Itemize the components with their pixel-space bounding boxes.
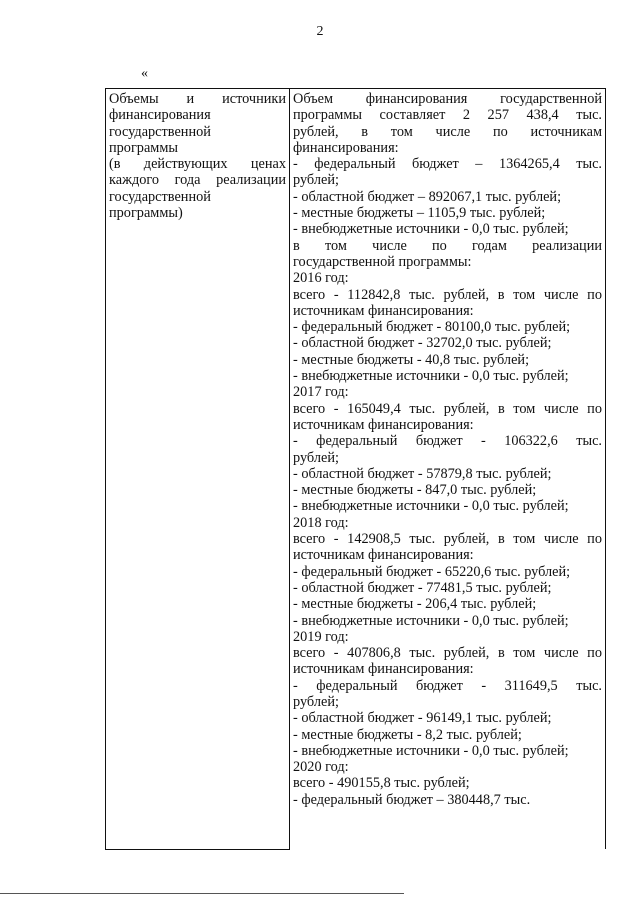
right-cell-line: финансирования: — [293, 139, 399, 156]
right-cell-line: 2018 год: — [293, 514, 349, 531]
right-cell-line: - федеральный бюджет - 311649,5 тыс. — [293, 677, 602, 694]
right-cell-line: - областной бюджет - 57879,8 тыс. рублей; — [293, 465, 552, 482]
right-cell-line: всего - 142908,5 тыс. рублей, в том числе по — [293, 531, 602, 548]
right-cell-line: рублей; — [293, 693, 339, 710]
left-cell-line: каждого года реализации — [109, 172, 286, 189]
right-cell-line: источникам финансирования: — [293, 547, 474, 564]
opening-quote-mark: « — [141, 66, 148, 81]
right-cell-line: - местные бюджеты - 8,2 тыс. рублей; — [293, 726, 522, 743]
right-cell-line: - областной бюджет - 77481,5 тыс. рублей; — [293, 579, 552, 596]
right-cell-line: 2016 год: — [293, 270, 349, 287]
right-cell-line: - внебюджетные источники - 0,0 тыс. рублей; — [293, 368, 569, 385]
right-cell-line: всего - 165049,4 тыс. рублей, в том числе по — [293, 400, 602, 417]
right-cell-line: - внебюджетные источники - 0,0 тыс. рублей; — [293, 742, 569, 759]
left-cell-line: программы) — [109, 205, 183, 222]
footer-divider — [0, 893, 404, 894]
table-row — [106, 89, 606, 850]
page-number: 2 — [316, 24, 324, 39]
right-cell-line: - областной бюджет - 96149,1 тыс. рублей; — [293, 710, 552, 727]
right-cell-line: государственной программы: — [293, 253, 472, 270]
right-cell-line: - местные бюджеты - 40,8 тыс. рублей; — [293, 351, 530, 368]
right-cell-line: источникам финансирования: — [293, 302, 474, 319]
right-cell-line: - местные бюджеты - 847,0 тыс. рублей; — [293, 482, 537, 499]
funding-details-cell — [290, 89, 606, 850]
right-cell-line: источникам финансирования: — [293, 416, 474, 433]
left-cell-line: Объемы и источники — [109, 91, 286, 107]
right-cell-line: 2019 год: — [293, 628, 349, 645]
left-cell-line: государственной — [109, 123, 211, 140]
program-funding-table — [105, 88, 606, 850]
right-cell-line: рублей; — [293, 172, 339, 189]
right-cell-line: в том числе по годам реализации — [293, 237, 602, 254]
right-cell-line: - областной бюджет - 32702,0 тыс. рублей; — [293, 335, 552, 352]
right-cell-line: всего - 112842,8 тыс. рублей, в том числе по — [293, 286, 602, 303]
right-cell-line: - федеральный бюджет – 380448,7 тыс. — [293, 791, 531, 808]
right-cell-line: программы составляет 2 257 438,4 тыс. — [293, 107, 602, 124]
right-cell-line: рублей, в том числе по источникам — [293, 123, 602, 140]
right-cell-line: Объем финансирования государственной — [293, 91, 602, 107]
right-cell-line: - областной бюджет – 892067,1 тыс. рублей; — [293, 188, 562, 205]
right-cell-line: - местные бюджеты – 1105,9 тыс. рублей; — [293, 205, 546, 222]
right-cell-line: 2017 год: — [293, 384, 349, 401]
left-cell-line: программы — [109, 139, 179, 156]
left-cell-line: (в действующих ценах — [109, 156, 286, 173]
funding-label-cell — [106, 89, 290, 850]
left-cell-line: государственной — [109, 188, 211, 205]
right-cell-line: всего - 407806,8 тыс. рублей, в том числе по — [293, 645, 602, 662]
left-cell-line: финансирования — [109, 107, 211, 124]
right-cell-line: - местные бюджеты - 206,4 тыс. рублей; — [293, 596, 537, 613]
right-cell-line: - федеральный бюджет - 65220,6 тыс. рублей; — [293, 563, 571, 580]
right-cell-line: - федеральный бюджет - 106322,6 тыс. — [293, 433, 602, 450]
right-cell-line: - внебюджетные источники - 0,0 тыс. рублей; — [293, 498, 569, 515]
right-cell-line: - внебюджетные источники - 0,0 тыс. рублей; — [293, 612, 569, 629]
right-cell-line: рублей; — [293, 449, 339, 466]
right-cell-line: - внебюджетные источники - 0,0 тыс. рублей; — [293, 221, 569, 238]
right-cell-line: - федеральный бюджет - 80100,0 тыс. рублей; — [293, 319, 571, 336]
right-cell-line: всего - 490155,8 тыс. рублей; — [293, 775, 470, 792]
right-cell-line: - федеральный бюджет – 1364265,4 тыс. — [293, 156, 602, 173]
right-cell-line: источникам финансирования: — [293, 661, 474, 678]
right-cell-line: 2020 год: — [293, 759, 349, 776]
